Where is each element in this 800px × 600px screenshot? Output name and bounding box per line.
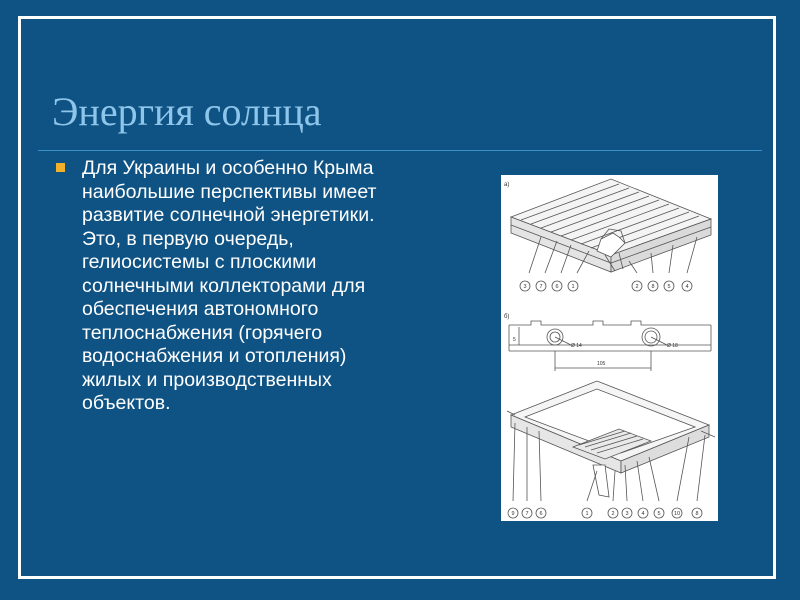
callout-c-8-label: 5 [657,511,661,517]
solar-collector-drawing [501,175,718,521]
callout-c-5-label: 2 [611,511,615,517]
section-b-top-profile [509,321,711,325]
bullet-square-icon [56,163,65,172]
callout-a-6-label: 8 [651,284,655,290]
dim-d14-label: Ø 14 [571,343,582,349]
callout-c-7-label: 4 [641,511,645,517]
callout-a-2-label: 7 [539,284,543,290]
dim-5-label: 5 [513,337,516,343]
callout-a-1-label: 3 [523,284,527,290]
slide-title: Энергия солнца [52,89,322,134]
dim-105-label: 105 [597,361,606,367]
label-a: а) [504,182,510,188]
callout-a-5-label: 2 [635,284,639,290]
dim-d18-label: Ø 18 [667,343,678,349]
callout-c-4-label: 1 [585,511,589,517]
callout-c-1-label: 9 [511,511,515,517]
callout-c-6-label: 3 [625,511,629,517]
callout-a-7-label: 5 [667,284,671,290]
callout-c-9-label: 10 [673,511,681,517]
title-divider [38,150,762,151]
label-b: б) [504,314,510,320]
callout-a-4-label: 1 [571,284,575,290]
solar-collector-figure [501,175,718,521]
callout-c-10-label: 8 [695,511,699,517]
callout-a-3-label: 6 [555,284,559,290]
callout-c-3-label: 6 [539,511,543,517]
box-c-leg [593,465,609,497]
callout-a-8-label: 4 [685,284,689,290]
bullet-text: Для Украины и особенно Крыма наибольшие перспективы имеет развитие солнечной энергетики. Это, в первую очередь, гелиосистемы с плоскими солнечными коллекторами для обеспечения автономного теплоснабжения (горячего водоснабжения и отопления) жилых и производственных объектов. [82,157,377,414]
callout-c-2-label: 7 [525,511,529,517]
